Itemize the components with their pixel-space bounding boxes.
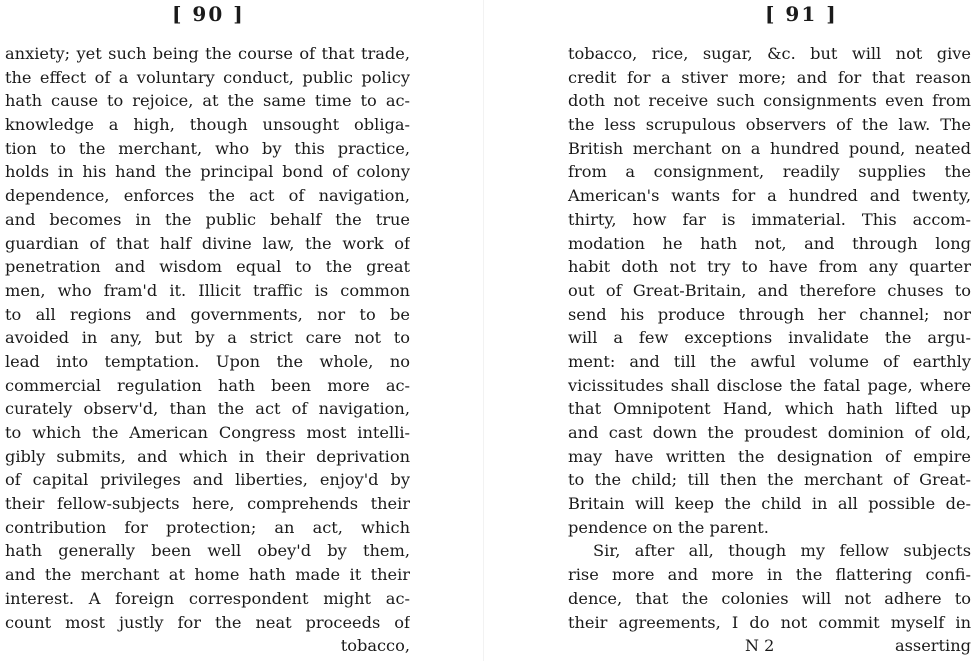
text-line: penetration and wisdom equal to the great <box>5 257 410 277</box>
text-line: the effect of a voluntary conduct, public policy <box>5 67 410 87</box>
text-line: curately observ'd, than the act of navigation, <box>5 399 410 419</box>
text-line: dependence, enforces the act of navigation, <box>5 186 410 206</box>
text-line: avoided in any, but by a strict care not to <box>5 328 410 348</box>
text-line: holds in his hand the principal bond of colony <box>5 162 410 182</box>
right-page <box>555 0 980 661</box>
text-line: doth not receive such consignments even from <box>568 91 971 111</box>
page-footer <box>555 634 971 658</box>
text-line: tobacco, rice, sugar, &c. but will not give <box>568 44 971 63</box>
text-line: to all regions and governments, nor to be <box>5 304 410 324</box>
catchword: tobacco, <box>340 636 410 656</box>
text-line: gibly submits, and which in their deprivation <box>5 446 410 466</box>
catchword: asserting <box>894 636 971 656</box>
text-line: ment: and till the awful volume of earthly <box>568 351 971 371</box>
text-line: American's wants for a hundred and twenty, <box>568 186 971 206</box>
text-line: out of Great-Britain, and therefore chuses to <box>568 280 971 300</box>
left-text-block <box>0 42 430 658</box>
text-line: rise more and more in the flattering confi- <box>568 565 971 585</box>
text-line: credit for a stiver more; and for that reason <box>568 67 971 87</box>
text-line: send his produce through her channel; nor <box>568 304 971 324</box>
text-line: may have written the designation of empire <box>568 446 971 466</box>
text-line: that Omnipotent Hand, which hath lifted up <box>568 399 971 419</box>
text-line: men, who fram'd it. Illicit traffic is common <box>5 280 410 300</box>
text-line: tion to the merchant, who by this practice, <box>5 138 410 158</box>
text-line: pendence on the parent. <box>568 517 769 537</box>
text-line: of capital privileges and liberties, enjoy'd by <box>5 470 410 490</box>
text-line: modation he hath not, and through long <box>568 233 971 253</box>
page-number: [ 90 ] <box>172 2 245 26</box>
text-line: hath cause to rejoice, at the same time to ac- <box>5 91 410 111</box>
text-line: contribution for protection; an act, which <box>5 517 410 537</box>
text-line: Britain will keep the child in all possible de- <box>568 494 971 514</box>
text-line: guardian of that half divine law, the work of <box>5 233 410 253</box>
text-line: Sir, after all, though my fellow subjects <box>593 541 971 561</box>
text-line: thirty, how far is immaterial. This accom- <box>568 209 971 229</box>
text-line: habit doth not try to have from any quarter <box>568 257 971 277</box>
text-line: interest. A foreign correspondent might ac- <box>5 588 410 608</box>
book-gutter <box>483 0 484 661</box>
text-line: count most justly for the neat proceeds of <box>5 612 410 632</box>
left-page <box>0 0 430 661</box>
text-line: hath generally been well obey'd by them, <box>5 541 410 561</box>
text-line: the less scrupulous observers of the law. The <box>568 115 971 135</box>
right-text-block <box>555 42 980 658</box>
text-line: to which the American Congress most intelli- <box>5 423 410 442</box>
text-line: British merchant on a hundred pound, neated <box>568 138 971 158</box>
text-line: to the child; till then the merchant of Great- <box>568 470 971 490</box>
text-line: knowledge a high, though unsought obliga- <box>5 115 410 135</box>
signature-mark: N 2 <box>745 636 775 656</box>
page-number: [ 91 ] <box>765 2 838 26</box>
text-line: and cast down the proudest dominion of old, <box>568 423 971 442</box>
text-line: commercial regulation hath been more ac- <box>5 375 410 395</box>
text-line: from a consignment, readily supplies the <box>568 162 971 182</box>
text-line: dence, that the colonies will not adhere to <box>568 588 971 608</box>
text-line: their agreements, I do not commit myself in <box>568 612 971 632</box>
text-line: and the merchant at home hath made it their <box>5 565 410 585</box>
text-line: anxiety; yet such being the course of that trade, <box>5 44 410 63</box>
text-line: lead into temptation. Upon the whole, no <box>5 351 410 371</box>
text-line: will a few exceptions invalidate the argu- <box>568 328 971 348</box>
text-line: vicissitudes shall disclose the fatal page, where <box>568 375 971 395</box>
text-line: and becomes in the public behalf the true <box>5 209 410 229</box>
text-line: their fellow-subjects here, comprehends their <box>5 494 410 514</box>
